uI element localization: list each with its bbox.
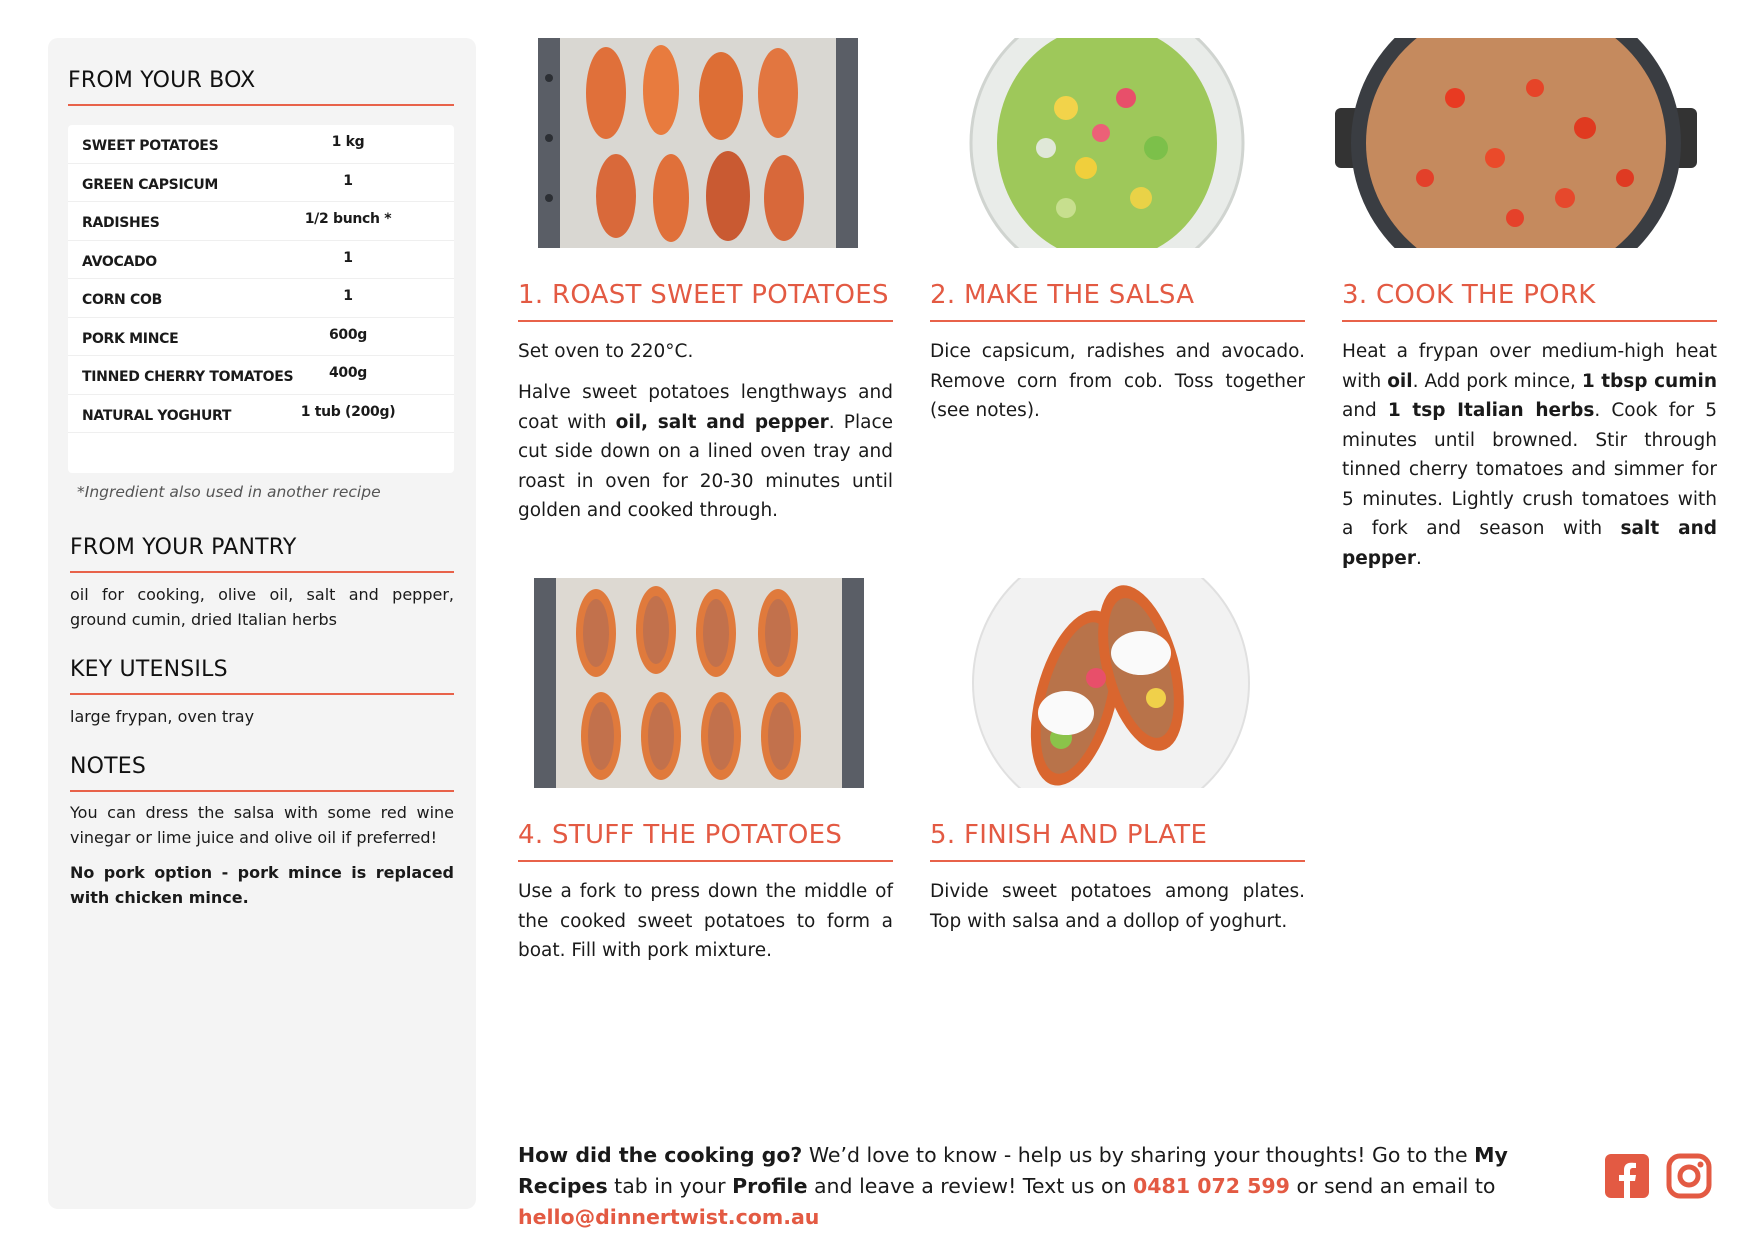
ingredient-name: AVOCADO	[82, 253, 157, 270]
step-rule	[930, 860, 1305, 862]
step5-p1: Divide sweet potatoes among plates. Top with salsa and a dollop of yoghurt.	[930, 881, 1305, 932]
step2-p1: Dice capsicum, radishes and avocado. Remove corn from cob. Toss together (see notes).	[930, 341, 1305, 421]
step2-title: 2. MAKE THE SALSA	[930, 280, 1195, 310]
ingredient-name: NATURAL YOGHURT	[82, 407, 232, 424]
ingredient-qty: 1 tub (200g)	[300, 403, 396, 420]
pantry-heading: FROM YOUR PANTRY	[70, 535, 297, 560]
ingredient-name: CORN COB	[82, 292, 162, 308]
step4-title: 4. STUFF THE POTATOES	[518, 820, 843, 850]
notes-no-pork: No pork option - pork mince is replaced with chicken mince.	[70, 863, 454, 907]
ingredient-row	[68, 241, 454, 280]
email-link[interactable]: hello@dinnertwist.com.au	[518, 1205, 820, 1229]
from-your-box-heading: FROM YOUR BOX	[68, 68, 256, 93]
facebook-icon[interactable]	[1604, 1153, 1650, 1199]
heading-rule	[70, 571, 454, 573]
ingredient-row	[68, 279, 454, 318]
step3-photo	[1335, 38, 1697, 248]
ingredient-row	[68, 356, 454, 395]
step1-title: 1. ROAST SWEET POTATOES	[518, 280, 889, 310]
step3-p1: Heat a frypan over medium-high heat with oil. Add pork mince, 1 tbsp cumin and 1 tsp Italian herbs. Cook for 5 minutes until browned. Stir through tinned cherry tomatoes and simmer for 5 minutes. Lightly crush tomatoes with a fork and season with salt and pepper.	[1342, 341, 1718, 569]
ingredient-qty: 400g	[328, 365, 368, 381]
step-rule	[518, 320, 893, 322]
step-rule	[1342, 320, 1717, 322]
utensils-text: large frypan, oven tray	[70, 707, 255, 726]
feedback-footer: How did the cooking go? We’d love to know - help us by sharing your thoughts! Go to the My Recipes tab in your Profile and leave a review! Text us on 0481 072 599 or send an email to hello@dinnertwist.com.au	[518, 1143, 1508, 1229]
ingredient-name: TINNED CHERRY TOMATOES	[82, 369, 294, 385]
ingredient-row	[68, 202, 454, 241]
ingredient-qty: 1 kg	[331, 134, 365, 150]
ingredient-row	[68, 125, 454, 164]
pantry-text: oil for cooking, olive oil, salt and pepper, ground cumin, dried Italian herbs	[70, 585, 454, 629]
step5-photo	[926, 578, 1288, 788]
step1-photo	[516, 38, 878, 248]
utensils-heading: KEY UTENSILS	[70, 657, 228, 682]
ingredient-name: SWEET POTATOES	[82, 138, 219, 154]
ingredients-table	[68, 125, 454, 473]
step5-title: 5. FINISH AND PLATE	[930, 820, 1208, 850]
step4-p1: Use a fork to press down the middle of the cooked sweet potatoes to form a boat. Fill with pork mixture.	[518, 881, 893, 961]
ingredient-qty: 1	[343, 249, 353, 266]
step2-photo	[926, 38, 1288, 248]
step1-p2: Halve sweet potatoes lengthways and coat with oil, salt and pepper. Place cut side down on a lined oven tray and roast in oven for 20-30 minutes until golden and cooked through.	[518, 382, 893, 521]
heading-rule	[68, 104, 454, 106]
ingredient-name: RADISHES	[82, 215, 160, 231]
step-rule	[930, 320, 1305, 322]
ingredient-qty: 600g	[328, 326, 368, 343]
ingredient-name: PORK MINCE	[82, 330, 179, 347]
ingredients-sidebar	[48, 38, 476, 1209]
ingredient-qty: 1	[343, 288, 353, 304]
ingredient-footnote: *Ingredient also used in another recipe	[77, 483, 381, 501]
step-rule	[518, 860, 893, 862]
heading-rule	[70, 693, 454, 695]
heading-rule	[70, 790, 454, 792]
notes-text: You can dress the salsa with some red wine vinegar or lime juice and olive oil if preferred!	[70, 803, 454, 847]
ingredient-qty: 1	[343, 172, 353, 189]
step3-title: 3. COOK THE PORK	[1342, 280, 1596, 310]
ingredient-row	[68, 395, 454, 434]
step4-photo	[516, 578, 878, 788]
ingredient-name: GREEN CAPSICUM	[82, 176, 219, 193]
ingredient-qty: 1/2 bunch *	[304, 211, 392, 227]
phone-link[interactable]: 0481 072 599	[1133, 1174, 1290, 1198]
step1-p1: Set oven to 220°C.	[518, 341, 694, 362]
notes-heading: NOTES	[70, 754, 147, 779]
ingredient-row	[68, 318, 454, 357]
ingredient-row	[68, 164, 454, 203]
instagram-icon[interactable]	[1666, 1153, 1712, 1199]
